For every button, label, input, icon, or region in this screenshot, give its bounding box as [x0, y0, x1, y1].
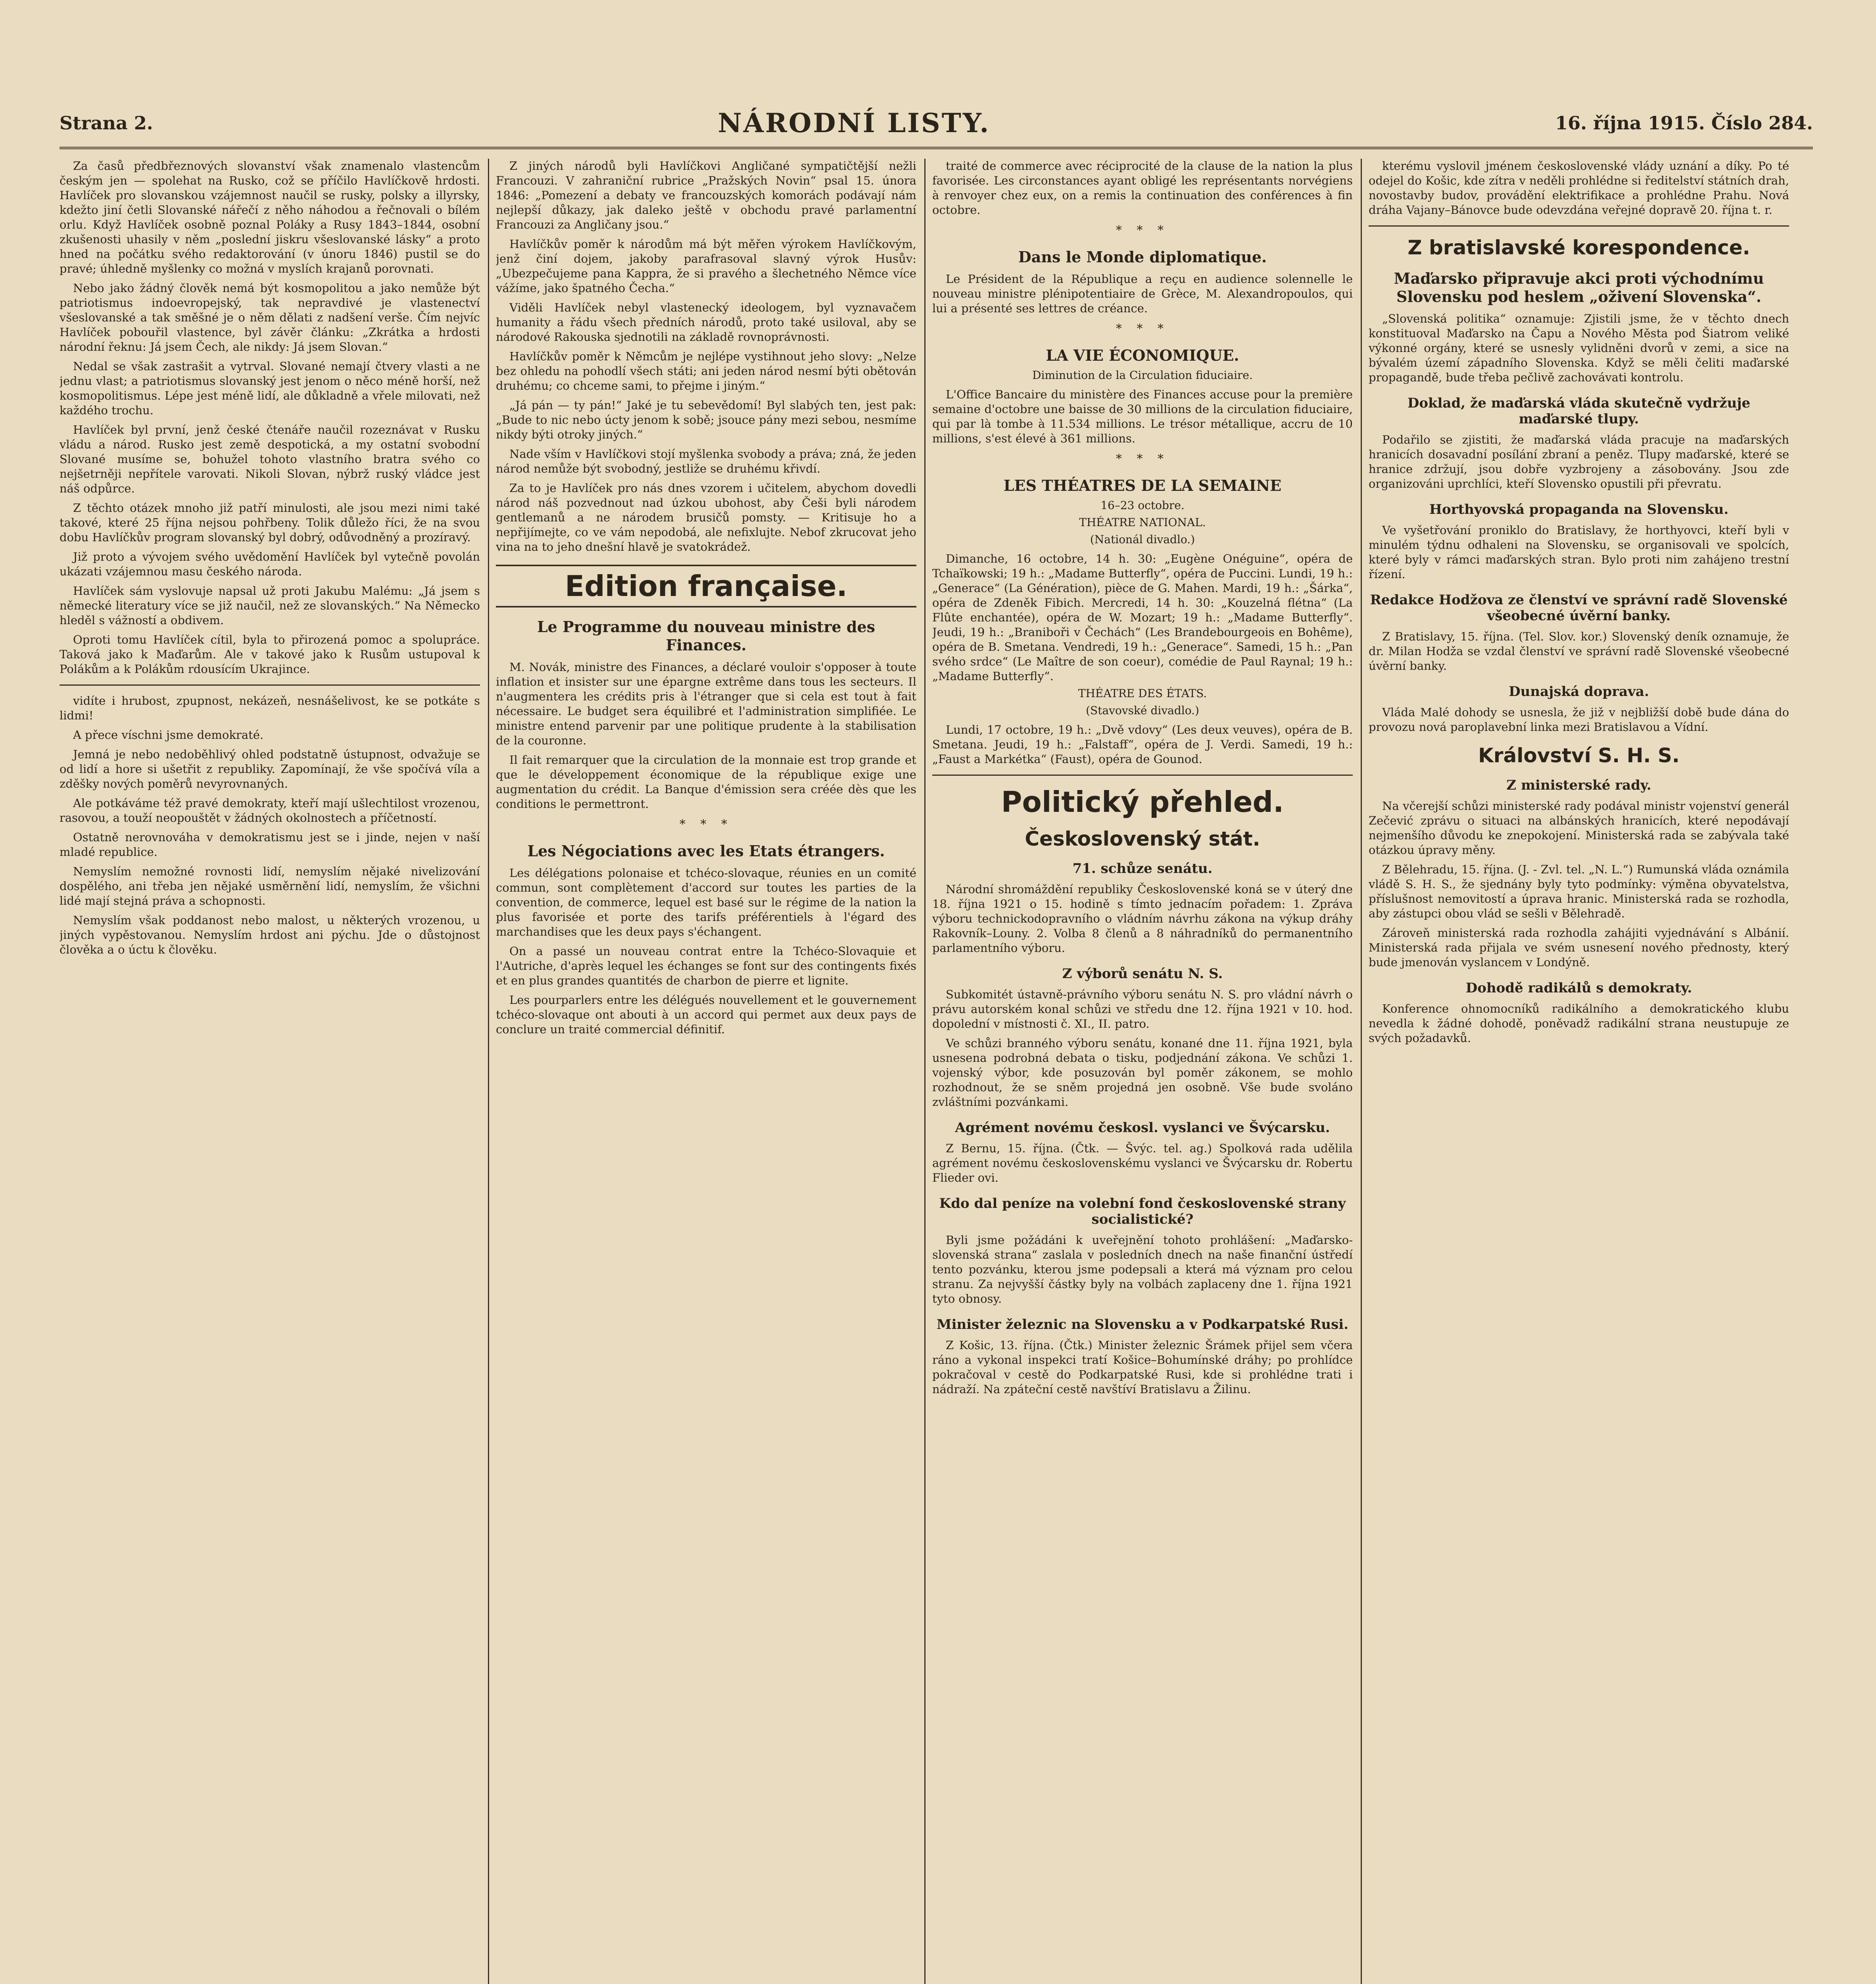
headline-volebni-fond: Kdo dal peníze na volební fond československé strany socialistické? — [939, 1196, 1346, 1227]
headline-dohoda-radikalu: Dohodě radikálů s demokraty. — [1465, 980, 1692, 996]
column-2 — [496, 159, 916, 1984]
article-paragraph: Lundi, 17 octobre, 19 h.: „Dvě vdovy“ (Les deux veuves), opéra de B. Smetana. Jeudi, 19 h.: „Falstaff“, opéra de J. Verdi. Samedi, 19 h.: „Faust a Markétka“ (Faust), opéra de Gounod. — [932, 723, 1353, 766]
article-paragraph: vidíte i hrubost, zpupnost, nekázeň, nesnášelivost, ke se potkáte s lidmi! — [60, 694, 480, 722]
headline-monde-diplomatique: Dans le Monde diplomatique. — [1018, 248, 1267, 266]
article-paragraph: Byli jsme požádáni k uveřejnění tohoto prohlášení: „Maďarsko-slovenská strana“ zaslala v posledních dnech na naše finanční ústředí tento pozvánku, kterou jsme podepsali a která má význam pro celou stranu. Za nejvyšší částky byly na volbách zaplaceny dne 1. října 1921 tyto obnosy. — [932, 1233, 1353, 1305]
divider — [1369, 225, 1789, 227]
date-issue — [1555, 112, 1813, 134]
article-paragraph: Il fait remarquer que la circulation de la monnaie est trop grande et que le développement économique de la république exige une augmentation du crédit. La Banque d'émission sera créée dès que les conditions le permettront. — [496, 753, 916, 811]
article-paragraph: M. Novák, ministre des Finances, a déclaré vouloir s'opposer à toute inflation et insister sur une épargne extrême dans tous les secteurs. Il n'augmentera les crédits pris à l'étranger que si cela est tout à fait nécessaire. Le budget sera équilibré et l'administration simplifiée. Le ministre entend parvenir par une politique prudente à la stabilisation de la couronne. — [496, 660, 916, 747]
article-paragraph: Nedal se však zastrašit a vytrval. Slované nemají čtvery vlasti a ne jednu vlast; a patriotismus slovanský jest jenom o něco méně horší, než kosmopolitismus. Lépe jest méně lidí, ale důkladně a vřele milovati, než každého trochu. — [60, 360, 480, 417]
article-paragraph: Nade vším v Havlíčkovi stojí myšlenka svobody a práva; zná, že jeden národ nemůže být svobodný, jestliže se druhému křivdí. — [496, 447, 916, 475]
article-paragraph: Jemná je nebo nedoběhlivý ohled podstatně ústupnost, odvažuje se od lidí a hore si ušetřit z republiky. Zapomínají, že vše spočívá víla a zděšky nových poměrů nevyrovnaných. — [60, 748, 480, 790]
article-paragraph: Oproti tomu Havlíček cítil, byla to přirozená pomoc a spolupráce. Taková jako k Maďarům. Ale v takové jako k Rusům ustupoval k Polákům a k Polákům rdousícím Ukrajince. — [60, 633, 480, 676]
article-paragraph: Podařilo se zjistiti, že maďarská vláda pracuje na maďarských hranicích dosavadní posílání zbraní a peněz. Tlupy maďarské, které se hranice zdržují, jsou dobře vyzbrojeny a zásobovány. Jsou zde organizováni uprchlíci, kteří Slovensko opustili při převratu. — [1369, 433, 1789, 490]
separator-stars: * * * — [1116, 223, 1169, 237]
article-paragraph: traité de commerce avec réciprocité de la clause de la nation la plus favorisée. Les circonstances ayant obligé les représentants norvégiens à renvoyer chez eux, on a remis la continuation des conférences à fin octobre. — [932, 159, 1353, 217]
article-paragraph: Konference ohnomocníků radikálního a demokratického klubu nevedla k žádné dohodě, poněvadž radikální strana neustupuje ze svých požadavků. — [1369, 1002, 1789, 1045]
article-paragraph: Nemyslím však poddanost nebo malost, u některých vrozenou, u jiných vypěstovanou. Nemyslím hrdost ani pýchu. Jde o důstojnost člověka a o úctu k člověku. — [60, 913, 480, 956]
divider — [60, 684, 480, 686]
subheading: Diminution de la Circulation fiduciaire. — [1032, 369, 1253, 382]
subheading: (Nationál divadlo.) — [1090, 533, 1195, 546]
section-heading-politicky-prehled: Politický přehled. — [1001, 785, 1284, 819]
subheading: THÉATRE NATIONAL. — [1079, 516, 1206, 529]
headline-ministerske-rady: Z ministerské rady. — [1506, 777, 1651, 793]
section-heading-kralovstvi-shs: Království S. H. S. — [1478, 744, 1680, 767]
subheading: (Stavovské divadlo.) — [1086, 704, 1199, 717]
article-paragraph: Na včerejší schůzi ministerské rady podával ministr vojenství generál Zečević zprávu o situaci na albánských hranicích, které nepodávají nejmenšího důvodu ke znepokojení. Ministerská rada se zabývala také otázkou úpravy měny. — [1369, 799, 1789, 857]
column-rule — [1361, 159, 1362, 1984]
article-paragraph: Zároveň ministerská rada rozhodla zahájiti vyjednávání s Albánií. Ministerská rada přijala ve svém usnesení nového přednosty, který bude jmenován vyslancem v Londýně. — [1369, 926, 1789, 969]
subheading: THÉATRE DES ÉTATS. — [1078, 687, 1207, 700]
column-3 — [932, 159, 1353, 1984]
column-1 — [60, 159, 480, 1984]
headline-horthyovska: Horthyovská propaganda na Slovensku. — [1429, 502, 1729, 517]
separator-stars: * * * — [1116, 452, 1169, 466]
issue-number: Číslo 284. — [1711, 112, 1813, 134]
article-paragraph: Nebo jako žádný člověk nemá být kosmopolitou a jako nemůže být patriotismus indoevropejský, tak nepravdivé je vlastenectví všeslovanské a tak směšné je o něm dělati z nadšení verše. Čím nejvíc Havlíček pobouřil vlastence, byl závěr článku: „Zkrátka a hrdosti národní řeknu: Já jsem Čech, ale nikdy: Já jsem Slovan.“ — [60, 281, 480, 354]
article-paragraph: Viděli Havlíček nebyl vlastenecký ideologem, byl vyznavačem humanity a řádu všech předních národů, proto také usiloval, aby se národové Rakouska sjednotili na základě rovnoprávnosti. — [496, 301, 916, 344]
article-paragraph: Ve schůzi branného výboru senátu, konané dne 11. října 1921, byla usnesena podrobná debata o tisku, podjednání zákona. Ve schůzi 1. vojenský výbor, kde posuzován byl poměr zákonem, se mohlo rozhodnout, že se sněm projedná jen osobně. Vše bude svoláno zvláštními pozvánkami. — [932, 1036, 1353, 1109]
article-paragraph: A přece víschni jsme demokraté. — [73, 728, 264, 742]
headline-programme: Le Programme du nouveau ministre des Finances. — [537, 618, 876, 654]
page-header — [60, 99, 1813, 149]
headline-negociations: Les Négociations avec les Etats étrangers. — [527, 842, 885, 860]
page-label: Strana 2. — [60, 112, 153, 134]
article-paragraph: Havlíčkův poměr k národům má být měřen výrokem Havlíčkovým, jenž činí dojem, jakoby parafrasoval slavný výrok Husův: „Ubezpečujeme pana Kappra, že si pravého a šlechetného Němce více vážíme, jako špatného Čecha.“ — [496, 237, 916, 295]
article-paragraph: Le Président de la République a reçu en audience solennelle le nouveau ministre plénipotentiaire de Grèce, M. Alexandropoulos, qui lui a présenté ses lettres de créance. — [932, 272, 1353, 315]
article-paragraph: Ale potkáváme též pravé demokraty, kteří mají ušlechtilost vrozenou, rasovou, a touží neopouštět v žádných okolnostech a příčetností. — [60, 796, 480, 825]
article-paragraph: Za to je Havlíček pro nás dnes vzorem i učitelem, abychom dovedli národ náš pozvednout nad úzkou ubohost, aby Češi byli národem gentlemanů a ne národem brusičů pomsty. — Kritisuje ho a nepřijímejte, co ve vám nepodobá, ale nefixlujte. Nebof zkrucovat jeho vina na to jeho dnešní hlavě je svatokrádež. — [496, 481, 916, 554]
article-paragraph: Ve vyšetřování proniklo do Bratislavy, že horthyovci, kteří byli v minulém týdnu odhaleni na Slovensku, se organisovali ve spolcích, které byly v rámci maďarských stran. Bylo proti nim zahájeno trestní řízení. — [1369, 523, 1789, 581]
headline-vie-economique: LA VIE ÉCONOMIQUE. — [1046, 346, 1239, 364]
column-rule — [924, 159, 926, 1984]
article-paragraph: Dimanche, 16 octobre, 14 h. 30: „Eugène Onéguine“, opéra de Tchaïkowski; 19 h.: „Madame Butterfly“, opéra de Puccini. Lundi, 19 h.: „Generace“ (La Génération), pièce de G. Mahen. Mardi, 19 h.: „Šárka“, opéra de Zdeněk Fibich. Mercredi, 14 h. 30: „Kouzelná flétna“ (La Flûte enchantée), opéra de W. Mozart; 19 h.: „Madame Butterfly“. Jeudi, 19 h.: „Braniboři v Čechách“ (Les Brandebourgeois en Bohême), opéra de B. Smetana. Vendredi, 19 h.: „Generace“. Samedi, 15 h.: „Pan svého srdce“ (Le Maître de son coeur), comédie de Paul Raynal; 19 h.: „Madame Butterfly“. — [932, 552, 1353, 683]
article-paragraph: „Já pán — ty pán!“ Jaké je tu sebevědomí! Byl slabých ten, jest pak: „Bude to nic nebo úcty jenom k sobě; jsouce pány mezi sebou, nesmíme nikdy býti otroky jiných.“ — [496, 398, 916, 441]
headline-71-schuze: 71. schůze senátu. — [1072, 861, 1213, 877]
divider — [932, 775, 1353, 776]
article-paragraph: On a passé un nouveau contrat entre la Tchéco-Slovaquie et l'Autriche, d'après lequel les échanges se font sur des contingents fixés et en plus grandes quantités de charbon de pierre et lignite. — [496, 944, 916, 987]
headline-madarsko: Maďarsko připravuje akci proti východnímu Slovensku pod heslem „oživení Slovenska“. — [1394, 269, 1764, 306]
article-paragraph: Havlíčkův poměr k Němcům je nejlépe vystihnout jeho slovy: „Nelze bez ohledu na pohodlí všech státi; ani jeden národ nesmí býti obětován druhému; co chceme sami, to přejme i jiným.“ — [496, 350, 916, 392]
section-heading-bratislavske-korespondence: Z bratislavské korespondence. — [1407, 236, 1750, 259]
article-paragraph: Z Bratislavy, 15. října. (Tel. Slov. kor.) Slovenský deník oznamuje, že dr. Milan Hodža se vzdal členství ve správní radě Slovenské všeobecné úvěrní banky. — [1369, 630, 1789, 673]
issue-date: 16. října 1915. — [1555, 112, 1705, 134]
headline-ministr-zeleznic: Minister železnic na Slovensku a v Podkarpatské Rusi. — [936, 1317, 1349, 1332]
section-heading-ceskoslovensky-stat: Československý stát. — [1025, 827, 1260, 850]
headline-agrement: Agrément novému českosl. vyslanci ve Švýcarsku. — [955, 1120, 1330, 1136]
headline-hodza: Redakce Hodžova ze členství ve správní radě Slovenské všeobecné úvěrní banky. — [1370, 592, 1788, 624]
article-paragraph: Z Košic, 13. října. (Čtk.) Minister železnic Šrámek přijel sem včera ráno a vykonal inspekci tratí Košice–Bohumínské dráhy; po prohlídce pokračoval v cestě do Podkarpatské Rusi, kde si prohlédne trati i nádraží. Na zpáteční cestě navštíví Bratislavu a Žilinu. — [932, 1338, 1353, 1396]
article-paragraph: „Slovenská politika“ oznamuje: Zjistili jsme, že v těchto dnech konstituoval Maďarsko na Čapu a Nového Města pod Šiatrom veliké výkonné orgány, které se usnesly vylidněni dvorů v zemi, a sice na bývalém území západního Slovenska. Když se měli čeliti maďarské propagandě, bude třeba pečlivě zachovávati kontrolu. — [1369, 312, 1789, 384]
column-4 — [1369, 159, 1789, 1984]
headline-vyboru-senatu: Z výborů senátu N. S. — [1062, 966, 1223, 982]
headline-theatres: LES THÉATRES DE LA SEMAINE — [1003, 477, 1282, 494]
article-paragraph: Nemyslím nemožné rovnosti lidí, nemyslím nějaké nivelizování dospělého, ani třeba jen nějaké usměrnění lidí, nemyslím, že všichni lidé mají stejná práva a schopnosti. — [60, 865, 480, 907]
article-paragraph: Z těchto otázek mnoho již patří minulosti, ale jsou mezi nimi také takové, které 25 října nejsou pohřbeny. Tolik důležo říci, že na svou dobu Havlíčkův program slovanský byl dobrý, odůvodněný a prozíravý. — [60, 501, 480, 544]
article-paragraph: Již proto a vývojem svého uvědomění Havlíček byl vytečně povolán ukázati vzájemnou masu českého národa. — [60, 550, 480, 578]
article-paragraph: Havlíček byl první, jenž české čtenáře naučil rozeznávat v Rusku vládu a národ. Rusko jest země despotická, a my ostatní svobodní Slované musíme se, bohužel tohoto vlastního bratra svého co nejšetrněji nepřítele varovati. Nikoli Slovan, nýbrž ruský vládce jest náš odpůrce. — [60, 423, 480, 495]
headline-doklad: Doklad, že maďarská vláda skutečně vydržuje maďarské tlupy. — [1407, 395, 1751, 427]
article-paragraph: Les délégations polonaise et tchéco-slovaque, réunies en un comité commun, sont complètement d'accord sur toutes les parties de la convention, de commerce, lequel est basé sur le régime de la nation la plus favorisée et porte des tarifs préférentiels à l'égard des marchandises que les deux pays s'échangent. — [496, 866, 916, 938]
article-paragraph: Z jiných národů byli Havlíčkovi Angličané sympatičtější nežli Francouzi. V zahraniční rubrice „Pražských Novin“ psal 15. února 1846: „Pomezení a debaty ve francouzských komorách podávají nám nejlepší důkazy, jak daleko ještě v obchodu pravé parlamentní Francouzi za Angličany jsou.“ — [496, 159, 916, 231]
article-paragraph: Z Bělehradu, 15. října. (J. - Zvl. tel. „N. L.“) Rumunská vláda oznámila vládě S. H. S., že sjednány byly tyto podmínky: výměna obyvatelstva, příslušnost nemovitostí a úprava hranic. Ministerská rada se rozhodla, aby zástupci obou vlád se sešli v Bělehradě. — [1369, 863, 1789, 920]
masthead-title: NÁRODNÍ LISTY. — [718, 108, 991, 138]
article-paragraph: Les pourparlers entre les délégués nouvellement et le gouvernement tchéco-slovaque ont abouti à un accord qui permet aux deux pays de conclure un traité commercial définitif. — [496, 993, 916, 1036]
column-rule — [488, 159, 489, 1984]
article-paragraph: Z Bernu, 15. října. (Čtk. — Švýc. tel. ag.) Spolková rada udělila agrément novému československému vyslanci ve Švýcarsku dr. Robertu Flieder ovi. — [932, 1142, 1353, 1184]
section-heading-edition-francaise: Edition française. — [496, 565, 916, 608]
article-paragraph: Za časů předbřeznových slovanství však znamenalo vlastencům českým jen — spolehat na Rusko, což se příčilo Havlíčkově hrdosti. Havlíček pro slovanskou vzájemnost naučil se rusky, polsky a illyrsky, kdežto jiní četli Slovanské nářečí z něho náhodou a řečnovali o bílém orlu. Když Havlíček osobně poznal Poláky a Rusy 1843–1844, osobní zkušenosti uhasily v něm „poslední jiskru všeslovanské lásky“ a proto hned na počátku svého redaktorování (v únoru 1846) pustil se do pravé; úhledně myšlenky co možná v myslích krajanů porovnati. — [60, 159, 480, 275]
separator-stars: * * * — [679, 817, 733, 831]
separator-stars: * * * — [1116, 322, 1169, 336]
headline-dunajska-doprava: Dunajská doprava. — [1509, 684, 1649, 700]
article-paragraph: kterému vyslovil jménem československé vlády uznání a díky. Po té odejel do Košic, kde zítra v neděli prohlédne si ředitelství státních drah, novostavby budov, provádění elektrifikace a prohlédne Prahu. Nová dráha Vajany–Bánovce bude odevzdána veřejné dopravě 20. října t. r. — [1369, 159, 1789, 217]
article-paragraph: L'Office Bancaire du ministère des Finances accuse pour la première semaine d'octobre une baisse de 30 millions de la circulation fiduciaire, qui par là tombe à 11.534 millions. Le trésor métallique, accru de 10 millions, s'est élevé à 361 millions. — [932, 388, 1353, 445]
article-paragraph: Ostatně nerovnováha v demokratismu jest se i jinde, nejen v naší mladé republice. — [60, 831, 480, 859]
article-paragraph: Havlíček sám vyslovuje napsal už proti Jakubu Malému: „Já jsem s německé literatury více se již naučil, než ze slovanských.“ Na Německo hleděl s vážností a obdivem. — [60, 584, 480, 627]
article-paragraph: Subkomitét ústavně-právního výboru senátu N. S. pro vládní návrh o právu autorském konal schůzi ve středu dne 12. října 1921 v 10. hod. dopolední v místnosti č. XI., II. patro. — [932, 988, 1353, 1030]
article-paragraph: Vláda Malé dohody se usnesla, že již v nejbližší době bude dána do provozu nová paroplavební linka mezi Bratislavou a Vídní. — [1369, 706, 1789, 734]
subheading: 16–23 octobre. — [1100, 499, 1185, 512]
article-paragraph: Národní shromáždění republiky Československé koná se v úterý dne 18. října 1921 o 15. hodině s tímto jednacím pořadem: 1. Zpráva výboru technickodopravního o vládním návrhu zákona na výkup dráhy Rakovník–Louny. 2. Volba 8 členů a 8 náhradníků do permanentního parlamentního výboru. — [932, 882, 1353, 955]
